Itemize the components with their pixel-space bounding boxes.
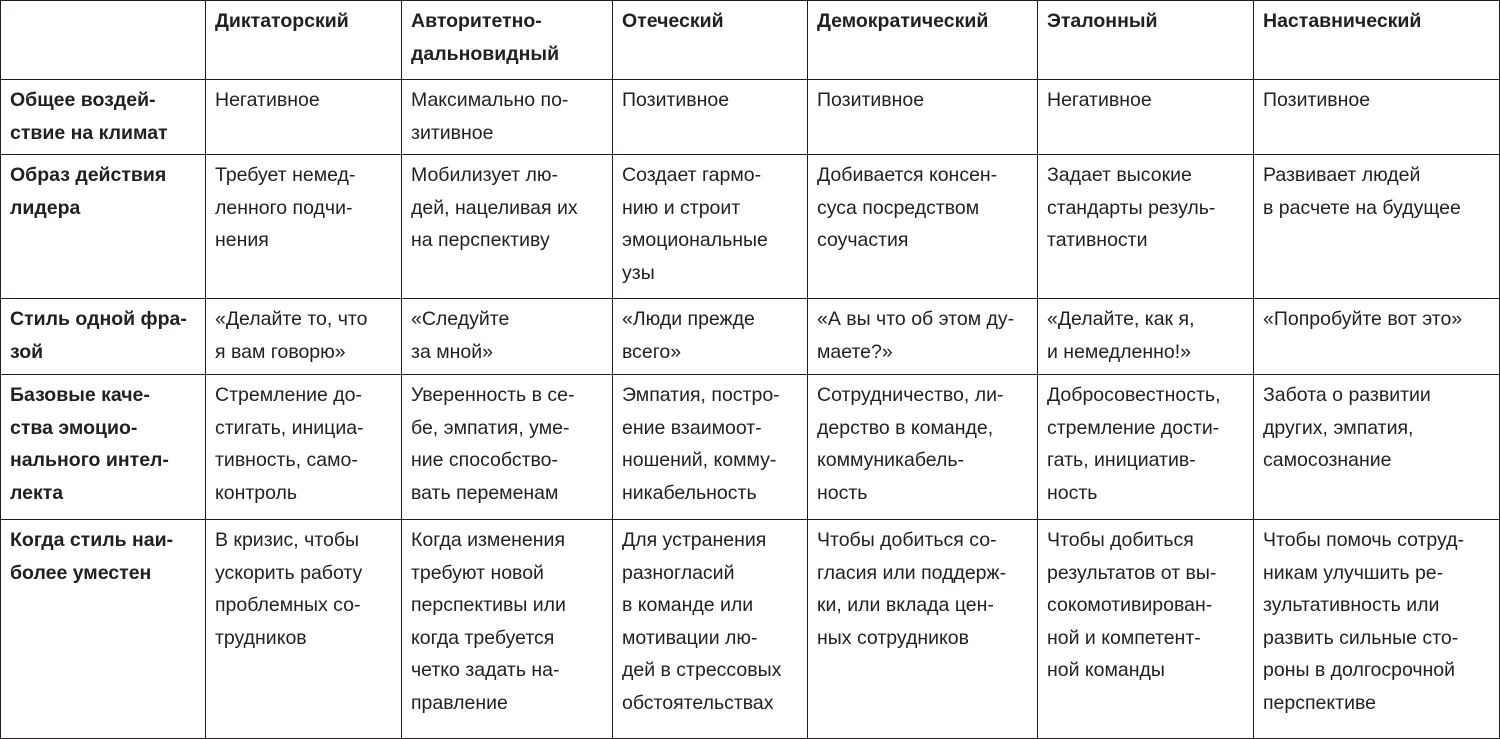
table-row [1, 155, 1500, 299]
table-cell: Развивает людей в расчете на будущее [1254, 155, 1500, 299]
table-cell: Чтобы добиться результатов от вы- сокомотивирован- ной и компетент- ной команды [1038, 520, 1254, 739]
table-cell: «Делайте, как я, и немедленно!» [1038, 299, 1254, 375]
table-cell: Чтобы добиться со- гласия или поддерж- ки, или вклада цен- ных сотрудников [808, 520, 1038, 739]
table-cell: «Следуйте за мной» [402, 299, 613, 375]
header-democratic: Демократический [808, 1, 1038, 80]
table-cell: Негативное [206, 80, 402, 155]
table-cell: Уверенность в се- бе, эмпатия, уме- ние способство- вать переменам [402, 375, 613, 520]
row-label-climate-impact: Общее воздей- ствие на климат [1, 80, 206, 155]
table-cell: Сотрудничество, ли- дерство в команде, коммуникабель- ность [808, 375, 1038, 520]
table-cell: Позитивное [808, 80, 1038, 155]
table-cell: Негативное [1038, 80, 1254, 155]
table-cell: «Люди прежде всего» [613, 299, 808, 375]
table-cell: Эмпатия, постро- ение взаимоот- ношений, комму- никабельность [613, 375, 808, 520]
table-cell: Мобилизует лю- дей, нацеливая их на перспективу [402, 155, 613, 299]
header-row [1, 1, 1500, 80]
table-cell: Когда изменения требуют новой перспективы или когда требуется четко задать на- правление [402, 520, 613, 739]
header-authoritative-visionary: Авторитетно- дальновидный [402, 1, 613, 80]
table-cell: «А вы что об этом ду- маете?» [808, 299, 1038, 375]
row-label-when-appropriate: Когда стиль наи- более уместен [1, 520, 206, 739]
table-cell: Задает высокие стандарты резуль- тативности [1038, 155, 1254, 299]
table-cell: Требует немед- ленного подчи- нения [206, 155, 402, 299]
table-cell: Забота о развитии других, эмпатия, самосознание [1254, 375, 1500, 520]
row-label-ei-competencies: Базовые каче- ства эмоцио- нального интел- лекта [1, 375, 206, 520]
row-label-leader-modus: Образ действия лидера [1, 155, 206, 299]
table-cell: Позитивное [613, 80, 808, 155]
header-dictatorial: Диктаторский [206, 1, 402, 80]
table-cell: Создает гармо- нию и строит эмоциональные узы [613, 155, 808, 299]
table-cell: Максимально по- зитивное [402, 80, 613, 155]
header-coaching: Наставнический [1254, 1, 1500, 80]
table-row [1, 375, 1500, 520]
header-paternal: Отеческий [613, 1, 808, 80]
row-label-one-phrase: Стиль одной фра- зой [1, 299, 206, 375]
table-cell: В кризис, чтобы ускорить работу проблемных со- трудников [206, 520, 402, 739]
table-cell: Стремление до- стигать, инициа- тивность, само- контроль [206, 375, 402, 520]
table-cell: Добросовестность, стремление дости- гать, инициатив- ность [1038, 375, 1254, 520]
table-cell: Позитивное [1254, 80, 1500, 155]
table-cell: Добивается консен- суса посредством соучастия [808, 155, 1038, 299]
corner-cell [1, 1, 206, 80]
table-cell: «Попробуйте вот это» [1254, 299, 1500, 375]
table-cell: Чтобы помочь сотруд- никам улучшить ре- зультативность или развить сильные сто- роны в долгосрочной перспективе [1254, 520, 1500, 739]
table-row [1, 520, 1500, 739]
table-cell: «Делайте то, что я вам говорю» [206, 299, 402, 375]
table-row [1, 299, 1500, 375]
header-pacesetting: Эталонный [1038, 1, 1254, 80]
table-row [1, 80, 1500, 155]
table-cell: Для устранения разногласий в команде или мотивации лю- дей в стрессовых обстоятельствах [613, 520, 808, 739]
